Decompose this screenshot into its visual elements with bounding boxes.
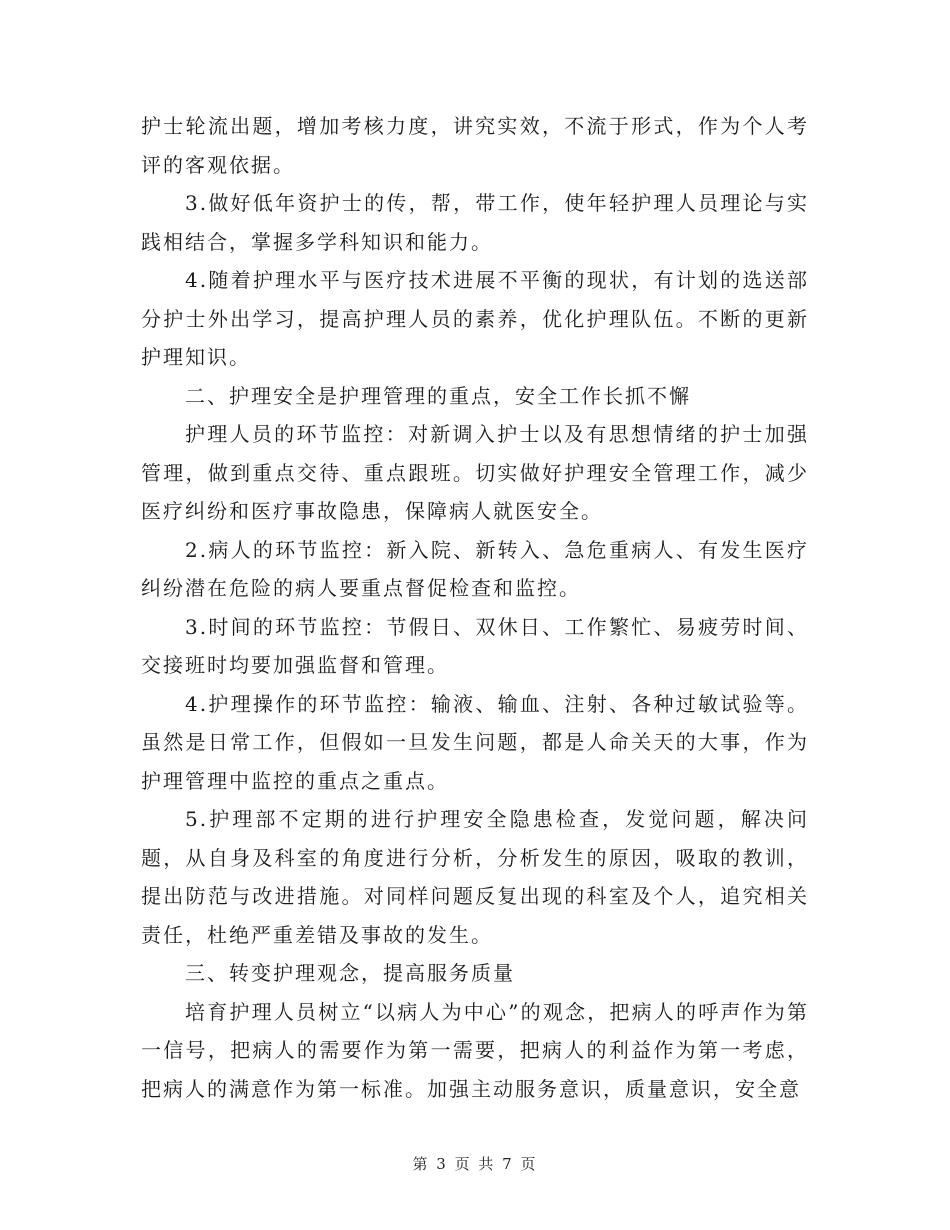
page-number-footer: 第 3 页 共 7 页 <box>412 1155 538 1173</box>
paragraph-safety-inspection: 5.护理部不定期的进行护理安全隐患检查，发觉问题，解决问题，从自身及科室的角度进行分析，分析发生的原因，吸取的教训，提出防范与改进措施。对同样问题反复出现的科室及个人，追究相关责任，杜绝严重差错及事故的发生。 <box>141 807 809 947</box>
paragraph-item-4-training: 4.随着护理水平与医疗技术进展不平衡的现状，有计划的选送部分护士外出学习，提高护理人员的素养，优化护理队伍。不断的更新护理知识。 <box>141 268 809 369</box>
paragraph-time-monitoring: 3.时间的环节监控：节假日、双休日、工作繁忙、易疲劳时间、交接班时均要加强监督和管理。 <box>141 614 809 677</box>
section-heading-3: 三、转变护理观念，提高服务质量 <box>185 961 515 985</box>
section-heading-2: 二、护理安全是护理管理的重点，安全工作长抓不懈 <box>185 383 691 408</box>
paragraph-operation-monitoring: 4.护理操作的环节监控：输液、输血、注射、各种过敏试验等。虽然是日常工作，但假如一旦发生问题，都是人命关天的大事，作为护理管理中监控的重点之重点。 <box>141 691 809 793</box>
paragraph-item-3-mentoring: 3.做好低年资护士的传，帮，带工作，使年轻护理人员理论与实践相结合，掌握多学科知识和能力。 <box>141 191 809 254</box>
paragraph-continuation: 护士轮流出题，增加考核力度，讲究实效，不流于形式，作为个人考评的客观依据。 <box>141 114 809 177</box>
paragraph-patient-monitoring: 2.病人的环节监控：新入院、新转入、急危重病人、有发生医疗纠纷潜在危险的病人要重点督促检查和监控。 <box>141 537 809 600</box>
paragraph-staff-monitoring: 护理人员的环节监控：对新调入护士以及有思想情绪的护士加强管理，做到重点交待、重点跟班。切实做好护理安全管理工作，减少医疗纠纷和医疗事故隐患，保障病人就医安全。 <box>141 422 809 523</box>
paragraph-patient-centered: 培育护理人员树立“以病人为中心”的观念，把病人的呼声作为第一信号，把病人的需要作为第一需要，把病人的利益作为第一考虑，把病人的满意作为第一标准。加强主动服务意识，质量意识，安全意 <box>141 999 809 1101</box>
document-body <box>141 107 809 1108</box>
